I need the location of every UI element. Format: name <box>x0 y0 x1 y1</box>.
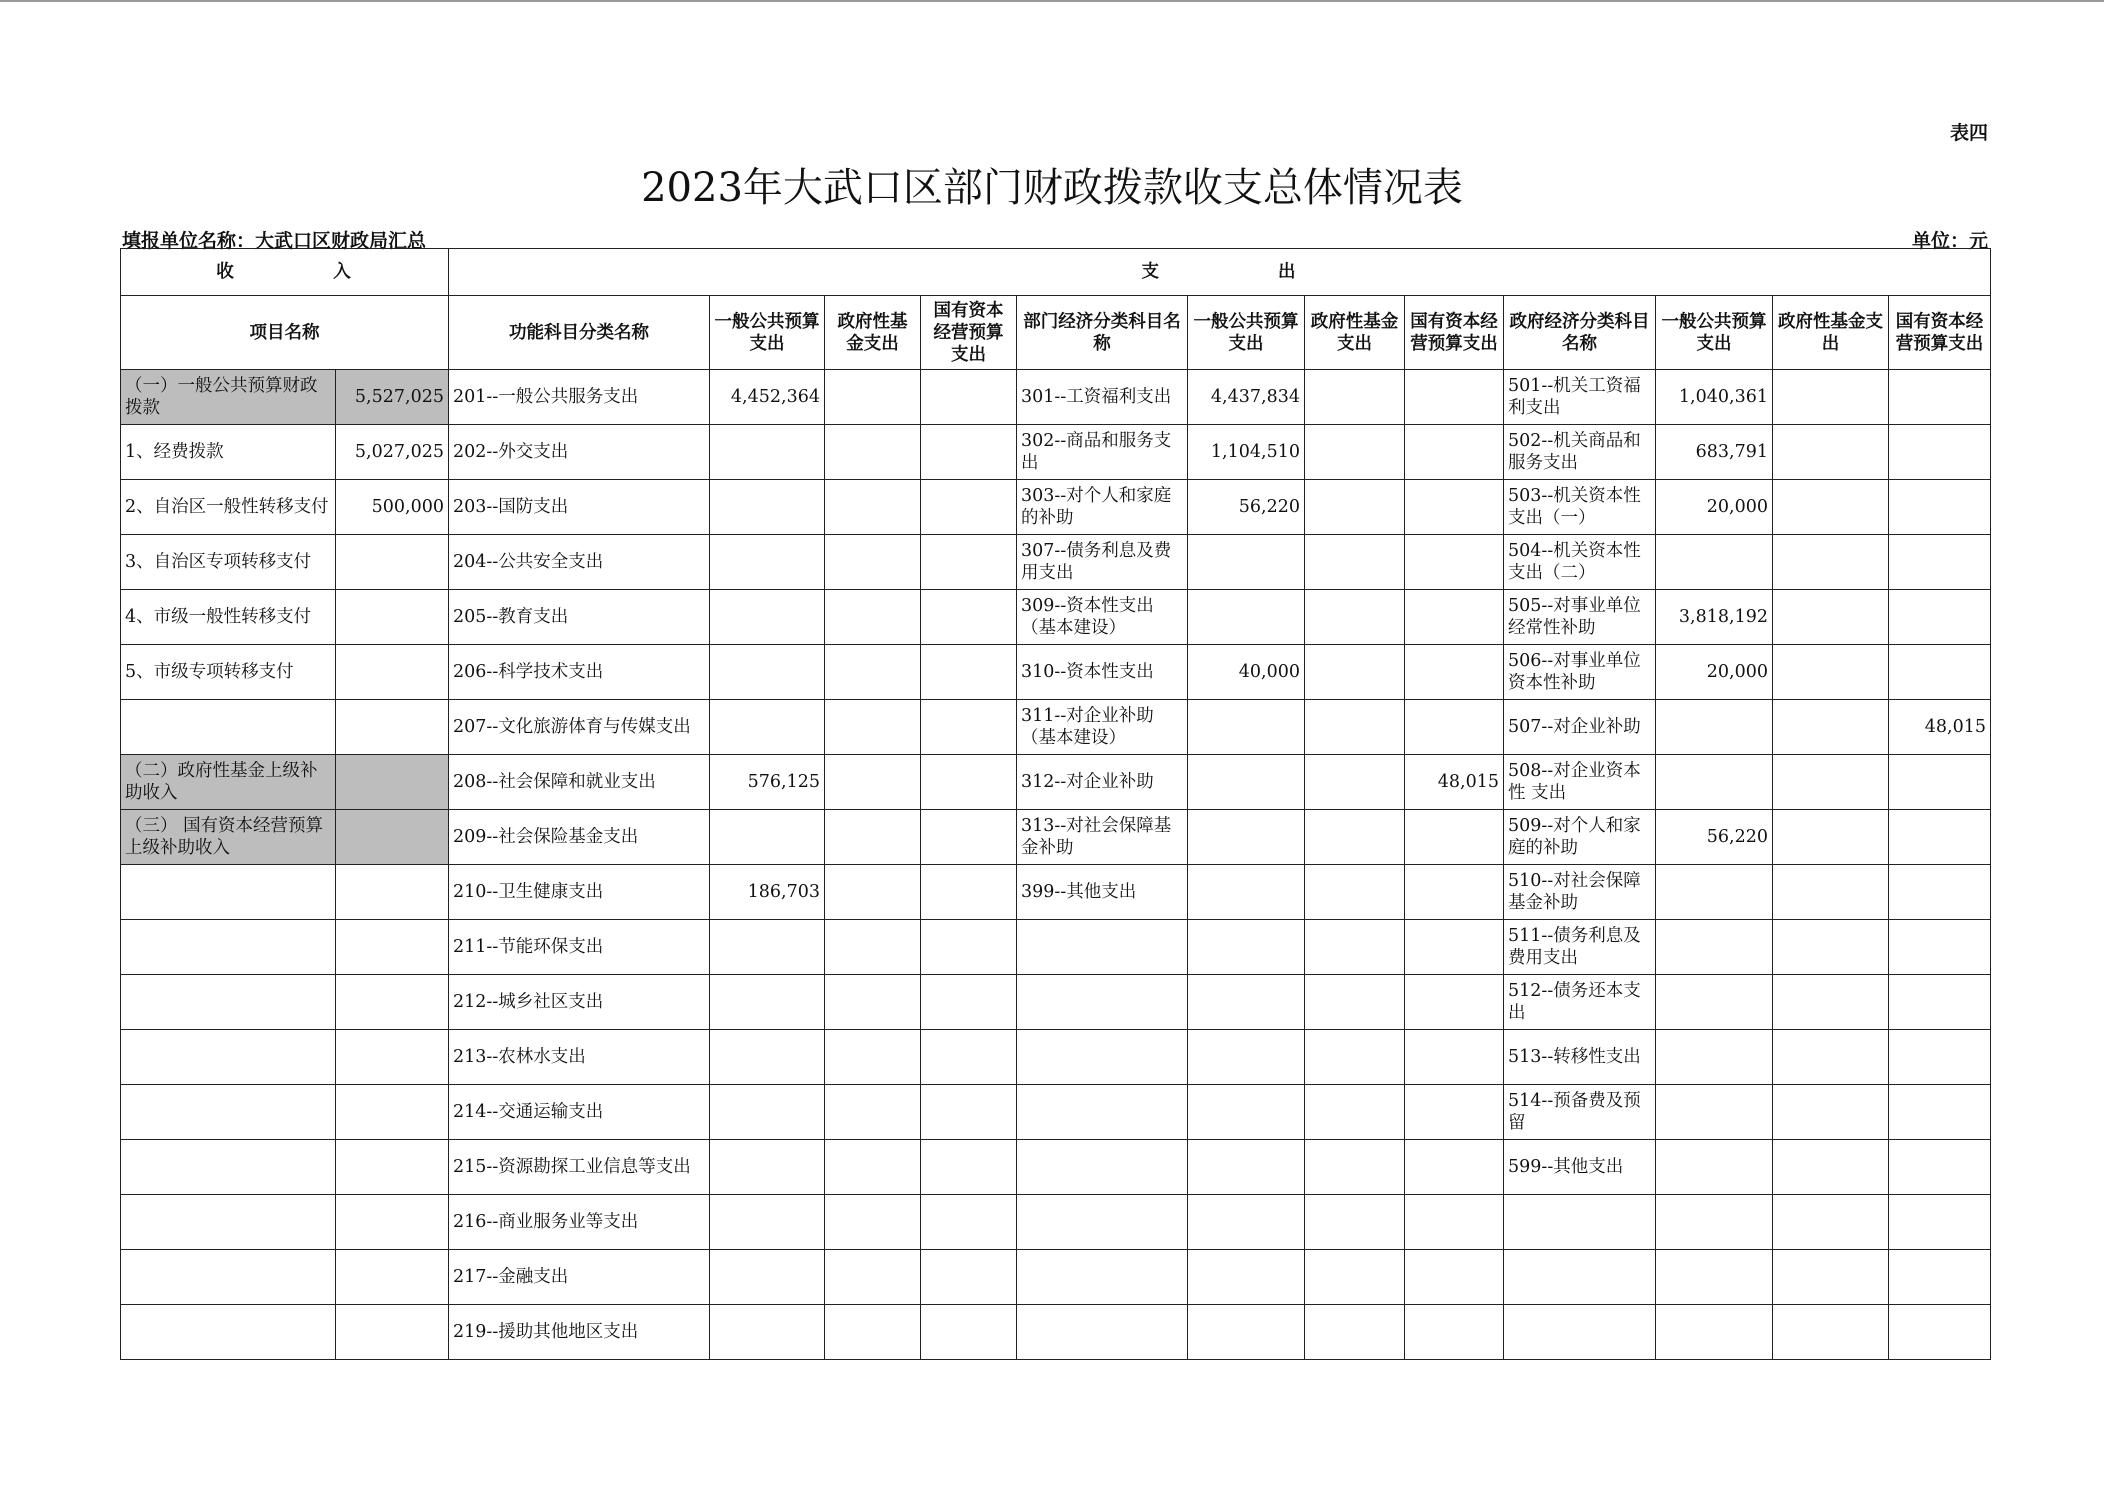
function-category: 204--公共安全支出 <box>449 535 710 590</box>
func-gov-fund <box>825 645 921 700</box>
dept-state-capital <box>1405 975 1504 1030</box>
gov-gov-fund <box>1773 865 1889 920</box>
dept-state-capital <box>1405 810 1504 865</box>
header-row-group <box>121 249 1991 296</box>
func-state-capital <box>921 1250 1017 1305</box>
gov-state-capital <box>1889 1085 1991 1140</box>
income-amount <box>336 1085 449 1140</box>
func-state-capital <box>921 1085 1017 1140</box>
gov-general-public <box>1656 700 1773 755</box>
gov-state-capital <box>1889 865 1991 920</box>
gov-economic-category: 510--对社会保障基金补助 <box>1504 865 1656 920</box>
gov-state-capital <box>1889 1140 1991 1195</box>
gov-gov-fund <box>1773 1140 1889 1195</box>
dept-economic-category: 303--对个人和家庭的补助 <box>1017 480 1188 535</box>
gov-state-capital <box>1889 370 1991 425</box>
gov-general-public: 3,818,192 <box>1656 590 1773 645</box>
table-row <box>121 645 1991 700</box>
dept-gov-fund <box>1305 1085 1405 1140</box>
gov-economic-category: 511--债务利息及费用支出 <box>1504 920 1656 975</box>
income-item: （三） 国有资本经营预算上级补助收入 <box>121 810 336 865</box>
gov-general-public: 20,000 <box>1656 480 1773 535</box>
func-general-public <box>710 590 825 645</box>
gov-state-capital <box>1889 1195 1991 1250</box>
col-general-public-1: 一般公共预算支出 <box>710 296 825 370</box>
func-gov-fund <box>825 1195 921 1250</box>
gov-general-public: 1,040,361 <box>1656 370 1773 425</box>
col-general-public-3: 一般公共预算支出 <box>1656 296 1773 370</box>
func-gov-fund <box>825 535 921 590</box>
dept-general-public <box>1188 1250 1305 1305</box>
dept-general-public <box>1188 1030 1305 1085</box>
func-state-capital <box>921 425 1017 480</box>
gov-state-capital <box>1889 645 1991 700</box>
dept-general-public: 56,220 <box>1188 480 1305 535</box>
gov-gov-fund <box>1773 1085 1889 1140</box>
func-general-public <box>710 1305 825 1360</box>
gov-general-public <box>1656 865 1773 920</box>
table-row <box>121 920 1991 975</box>
gov-general-public <box>1656 1195 1773 1250</box>
dept-state-capital <box>1405 1140 1504 1195</box>
dept-state-capital <box>1405 535 1504 590</box>
dept-state-capital <box>1405 920 1504 975</box>
income-item <box>121 1140 336 1195</box>
dept-general-public <box>1188 535 1305 590</box>
gov-gov-fund <box>1773 700 1889 755</box>
col-state-capital-3: 国有资本经营预算支出 <box>1889 296 1991 370</box>
func-gov-fund <box>825 700 921 755</box>
income-amount: 500,000 <box>336 480 449 535</box>
gov-state-capital <box>1889 975 1991 1030</box>
dept-state-capital <box>1405 1250 1504 1305</box>
income-item: 2、自治区一般性转移支付 <box>121 480 336 535</box>
dept-economic-category: 399--其他支出 <box>1017 865 1188 920</box>
gov-economic-category <box>1504 1195 1656 1250</box>
func-gov-fund <box>825 1250 921 1305</box>
func-general-public <box>710 975 825 1030</box>
dept-economic-category: 310--资本性支出 <box>1017 645 1188 700</box>
dept-economic-category: 302--商品和服务支出 <box>1017 425 1188 480</box>
func-state-capital <box>921 480 1017 535</box>
dept-state-capital <box>1405 590 1504 645</box>
func-gov-fund <box>825 425 921 480</box>
gov-economic-category: 507--对企业补助 <box>1504 700 1656 755</box>
dept-state-capital <box>1405 865 1504 920</box>
gov-economic-category: 504--机关资本性支出（二） <box>1504 535 1656 590</box>
income-amount <box>336 810 449 865</box>
gov-economic-category: 513--转移性支出 <box>1504 1030 1656 1085</box>
income-item: （二）政府性基金上级补助收入 <box>121 755 336 810</box>
col-dept-economic-category: 部门经济分类科目名称 <box>1017 296 1188 370</box>
func-gov-fund <box>825 1085 921 1140</box>
dept-economic-category: 312--对企业补助 <box>1017 755 1188 810</box>
func-general-public <box>710 535 825 590</box>
dept-gov-fund <box>1305 1250 1405 1305</box>
dept-gov-fund <box>1305 920 1405 975</box>
income-amount <box>336 920 449 975</box>
col-gov-fund-3: 政府性基金支出 <box>1773 296 1889 370</box>
dept-gov-fund <box>1305 975 1405 1030</box>
gov-state-capital <box>1889 480 1991 535</box>
func-gov-fund <box>825 755 921 810</box>
func-gov-fund <box>825 370 921 425</box>
budget-table <box>120 248 1991 1360</box>
function-category: 203--国防支出 <box>449 480 710 535</box>
currency-unit: 单位：元 <box>1911 230 1988 252</box>
func-state-capital <box>921 810 1017 865</box>
gov-general-public <box>1656 755 1773 810</box>
dept-state-capital <box>1405 1305 1504 1360</box>
gov-general-public: 683,791 <box>1656 425 1773 480</box>
dept-general-public: 4,437,834 <box>1188 370 1305 425</box>
gov-gov-fund <box>1773 755 1889 810</box>
income-item <box>121 975 336 1030</box>
dept-state-capital <box>1405 1030 1504 1085</box>
gov-state-capital <box>1889 1305 1991 1360</box>
dept-economic-category <box>1017 1195 1188 1250</box>
income-amount <box>336 1250 449 1305</box>
function-category: 211--节能环保支出 <box>449 920 710 975</box>
function-category: 213--农林水支出 <box>449 1030 710 1085</box>
income-amount <box>336 755 449 810</box>
income-amount <box>336 535 449 590</box>
table-row <box>121 810 1991 865</box>
table-row <box>121 975 1991 1030</box>
income-item <box>121 1250 336 1305</box>
func-gov-fund <box>825 975 921 1030</box>
header-row-columns <box>121 296 1991 370</box>
dept-general-public <box>1188 755 1305 810</box>
gov-gov-fund <box>1773 1195 1889 1250</box>
income-amount <box>336 1305 449 1360</box>
function-category: 209--社会保险基金支出 <box>449 810 710 865</box>
func-state-capital <box>921 645 1017 700</box>
dept-gov-fund <box>1305 590 1405 645</box>
dept-economic-category: 307--债务利息及费用支出 <box>1017 535 1188 590</box>
func-state-capital <box>921 1140 1017 1195</box>
col-state-capital-2: 国有资本经营预算支出 <box>1405 296 1504 370</box>
dept-general-public <box>1188 810 1305 865</box>
gov-general-public <box>1656 1140 1773 1195</box>
page-top-border <box>0 0 2104 2</box>
func-general-public <box>710 1140 825 1195</box>
gov-gov-fund <box>1773 480 1889 535</box>
func-state-capital <box>921 535 1017 590</box>
income-amount <box>336 645 449 700</box>
income-item: 3、自治区专项转移支付 <box>121 535 336 590</box>
dept-state-capital <box>1405 700 1504 755</box>
table-row <box>121 1250 1991 1305</box>
dept-general-public <box>1188 865 1305 920</box>
gov-economic-category <box>1504 1305 1656 1360</box>
dept-general-public <box>1188 590 1305 645</box>
gov-gov-fund <box>1773 975 1889 1030</box>
gov-economic-category: 514--预备费及预留 <box>1504 1085 1656 1140</box>
dept-economic-category <box>1017 1030 1188 1085</box>
gov-gov-fund <box>1773 1030 1889 1085</box>
gov-general-public <box>1656 975 1773 1030</box>
dept-state-capital <box>1405 1195 1504 1250</box>
dept-general-public: 40,000 <box>1188 645 1305 700</box>
dept-general-public: 1,104,510 <box>1188 425 1305 480</box>
func-state-capital <box>921 1030 1017 1085</box>
dept-gov-fund <box>1305 1305 1405 1360</box>
table-row <box>121 1030 1991 1085</box>
function-category: 205--教育支出 <box>449 590 710 645</box>
gov-economic-category: 501--机关工资福利支出 <box>1504 370 1656 425</box>
dept-general-public <box>1188 1305 1305 1360</box>
income-item <box>121 1305 336 1360</box>
gov-state-capital <box>1889 920 1991 975</box>
function-category: 201--一般公共服务支出 <box>449 370 710 425</box>
gov-state-capital <box>1889 1030 1991 1085</box>
sheet-tag: 表四 <box>1949 122 1988 144</box>
func-gov-fund <box>825 1140 921 1195</box>
gov-economic-category: 502--机关商品和服务支出 <box>1504 425 1656 480</box>
dept-general-public <box>1188 975 1305 1030</box>
gov-general-public <box>1656 920 1773 975</box>
reporting-unit: 填报单位名称：大武口区财政局汇总 <box>122 230 427 252</box>
gov-economic-category: 512--债务还本支出 <box>1504 975 1656 1030</box>
func-general-public <box>710 1085 825 1140</box>
func-gov-fund <box>825 920 921 975</box>
dept-state-capital <box>1405 480 1504 535</box>
col-general-public-2: 一般公共预算支出 <box>1188 296 1305 370</box>
table-row <box>121 1305 1991 1360</box>
table-row <box>121 1140 1991 1195</box>
col-gov-fund-1: 政府性基金支出 <box>825 296 921 370</box>
dept-economic-category <box>1017 1250 1188 1305</box>
func-state-capital <box>921 590 1017 645</box>
func-general-public <box>710 480 825 535</box>
income-item: （一）一般公共预算财政拨款 <box>121 370 336 425</box>
gov-gov-fund <box>1773 590 1889 645</box>
func-general-public <box>710 920 825 975</box>
income-amount <box>336 1030 449 1085</box>
func-general-public <box>710 1250 825 1305</box>
income-item <box>121 1195 336 1250</box>
expense-header: 支 出 <box>449 249 1991 296</box>
func-state-capital <box>921 1195 1017 1250</box>
table-row <box>121 755 1991 810</box>
dept-gov-fund <box>1305 1140 1405 1195</box>
dept-gov-fund <box>1305 755 1405 810</box>
function-category: 214--交通运输支出 <box>449 1085 710 1140</box>
income-amount <box>336 975 449 1030</box>
gov-gov-fund <box>1773 425 1889 480</box>
income-item: 1、经费拨款 <box>121 425 336 480</box>
dept-gov-fund <box>1305 810 1405 865</box>
income-item <box>121 1085 336 1140</box>
income-amount <box>336 700 449 755</box>
func-state-capital <box>921 370 1017 425</box>
income-header: 收 入 <box>121 249 449 296</box>
func-general-public <box>710 810 825 865</box>
dept-state-capital <box>1405 370 1504 425</box>
gov-state-capital <box>1889 425 1991 480</box>
dept-gov-fund <box>1305 1030 1405 1085</box>
table-row <box>121 535 1991 590</box>
gov-economic-category: 509--对个人和家庭的补助 <box>1504 810 1656 865</box>
gov-economic-category <box>1504 1250 1656 1305</box>
income-item <box>121 700 336 755</box>
func-state-capital <box>921 975 1017 1030</box>
func-state-capital <box>921 700 1017 755</box>
dept-economic-category <box>1017 975 1188 1030</box>
gov-gov-fund <box>1773 1305 1889 1360</box>
function-category: 208--社会保障和就业支出 <box>449 755 710 810</box>
income-item <box>121 865 336 920</box>
income-item <box>121 920 336 975</box>
gov-economic-category: 503--机关资本性支出（一） <box>1504 480 1656 535</box>
col-state-capital-1: 国有资本经营预算支出 <box>921 296 1017 370</box>
page-title: 2023年大武口区部门财政拨款收支总体情况表 <box>641 165 1463 211</box>
dept-general-public <box>1188 1085 1305 1140</box>
func-general-public <box>710 645 825 700</box>
gov-state-capital <box>1889 535 1991 590</box>
income-item: 4、市级一般性转移支付 <box>121 590 336 645</box>
income-item <box>121 1030 336 1085</box>
table-row <box>121 865 1991 920</box>
income-amount: 5,027,025 <box>336 425 449 480</box>
gov-gov-fund <box>1773 1250 1889 1305</box>
gov-gov-fund <box>1773 810 1889 865</box>
gov-general-public <box>1656 1250 1773 1305</box>
dept-general-public <box>1188 920 1305 975</box>
dept-economic-category <box>1017 1140 1188 1195</box>
income-amount <box>336 590 449 645</box>
gov-general-public <box>1656 1085 1773 1140</box>
table-row <box>121 1085 1991 1140</box>
income-amount <box>336 1140 449 1195</box>
dept-state-capital: 48,015 <box>1405 755 1504 810</box>
col-item-name: 项目名称 <box>121 296 449 370</box>
table-row <box>121 1195 1991 1250</box>
func-gov-fund <box>825 1030 921 1085</box>
func-gov-fund <box>825 1305 921 1360</box>
dept-gov-fund <box>1305 1195 1405 1250</box>
gov-general-public: 56,220 <box>1656 810 1773 865</box>
dept-gov-fund <box>1305 370 1405 425</box>
func-gov-fund <box>825 810 921 865</box>
func-gov-fund <box>825 590 921 645</box>
income-amount <box>336 1195 449 1250</box>
gov-state-capital <box>1889 755 1991 810</box>
function-category: 206--科学技术支出 <box>449 645 710 700</box>
function-category: 216--商业服务业等支出 <box>449 1195 710 1250</box>
dept-gov-fund <box>1305 535 1405 590</box>
func-state-capital <box>921 865 1017 920</box>
func-state-capital <box>921 1305 1017 1360</box>
dept-gov-fund <box>1305 425 1405 480</box>
function-category: 210--卫生健康支出 <box>449 865 710 920</box>
gov-state-capital <box>1889 810 1991 865</box>
func-general-public: 4,452,364 <box>710 370 825 425</box>
col-gov-economic-category: 政府经济分类科目名称 <box>1504 296 1656 370</box>
function-category: 212--城乡社区支出 <box>449 975 710 1030</box>
income-amount <box>336 865 449 920</box>
dept-gov-fund <box>1305 480 1405 535</box>
dept-state-capital <box>1405 425 1504 480</box>
gov-gov-fund <box>1773 920 1889 975</box>
func-general-public <box>710 1195 825 1250</box>
func-gov-fund <box>825 480 921 535</box>
dept-economic-category: 311--对企业补助（基本建设） <box>1017 700 1188 755</box>
func-general-public <box>710 1030 825 1085</box>
func-state-capital <box>921 755 1017 810</box>
dept-economic-category: 301--工资福利支出 <box>1017 370 1188 425</box>
table-row <box>121 370 1991 425</box>
dept-economic-category <box>1017 920 1188 975</box>
gov-economic-category: 506--对事业单位资本性补助 <box>1504 645 1656 700</box>
func-general-public: 576,125 <box>710 755 825 810</box>
function-category: 207--文化旅游体育与传媒支出 <box>449 700 710 755</box>
dept-gov-fund <box>1305 865 1405 920</box>
function-category: 217--金融支出 <box>449 1250 710 1305</box>
gov-gov-fund <box>1773 370 1889 425</box>
func-general-public: 186,703 <box>710 865 825 920</box>
dept-general-public <box>1188 1140 1305 1195</box>
dept-economic-category: 309--资本性支出（基本建设） <box>1017 590 1188 645</box>
gov-state-capital: 48,015 <box>1889 700 1991 755</box>
table-row <box>121 700 1991 755</box>
table-row <box>121 425 1991 480</box>
func-state-capital <box>921 920 1017 975</box>
dept-economic-category <box>1017 1085 1188 1140</box>
dept-general-public <box>1188 700 1305 755</box>
func-general-public <box>710 425 825 480</box>
func-gov-fund <box>825 865 921 920</box>
gov-state-capital <box>1889 590 1991 645</box>
dept-gov-fund <box>1305 700 1405 755</box>
income-amount: 5,527,025 <box>336 370 449 425</box>
gov-general-public <box>1656 1030 1773 1085</box>
gov-general-public <box>1656 535 1773 590</box>
dept-general-public <box>1188 1195 1305 1250</box>
table-row <box>121 480 1991 535</box>
gov-gov-fund <box>1773 645 1889 700</box>
dept-state-capital <box>1405 645 1504 700</box>
col-gov-fund-2: 政府性基金支出 <box>1305 296 1405 370</box>
gov-economic-category: 508--对企业资本性 支出 <box>1504 755 1656 810</box>
income-item: 5、市级专项转移支付 <box>121 645 336 700</box>
gov-gov-fund <box>1773 535 1889 590</box>
gov-general-public: 20,000 <box>1656 645 1773 700</box>
dept-economic-category: 313--对社会保障基金补助 <box>1017 810 1188 865</box>
col-function-category: 功能科目分类名称 <box>449 296 710 370</box>
function-category: 219--援助其他地区支出 <box>449 1305 710 1360</box>
table-row <box>121 590 1991 645</box>
gov-economic-category: 505--对事业单位经常性补助 <box>1504 590 1656 645</box>
gov-state-capital <box>1889 1250 1991 1305</box>
dept-state-capital <box>1405 1085 1504 1140</box>
func-general-public <box>710 700 825 755</box>
gov-general-public <box>1656 1305 1773 1360</box>
function-category: 202--外交支出 <box>449 425 710 480</box>
gov-economic-category: 599--其他支出 <box>1504 1140 1656 1195</box>
dept-economic-category <box>1017 1305 1188 1360</box>
function-category: 215--资源勘探工业信息等支出 <box>449 1140 710 1195</box>
dept-gov-fund <box>1305 645 1405 700</box>
